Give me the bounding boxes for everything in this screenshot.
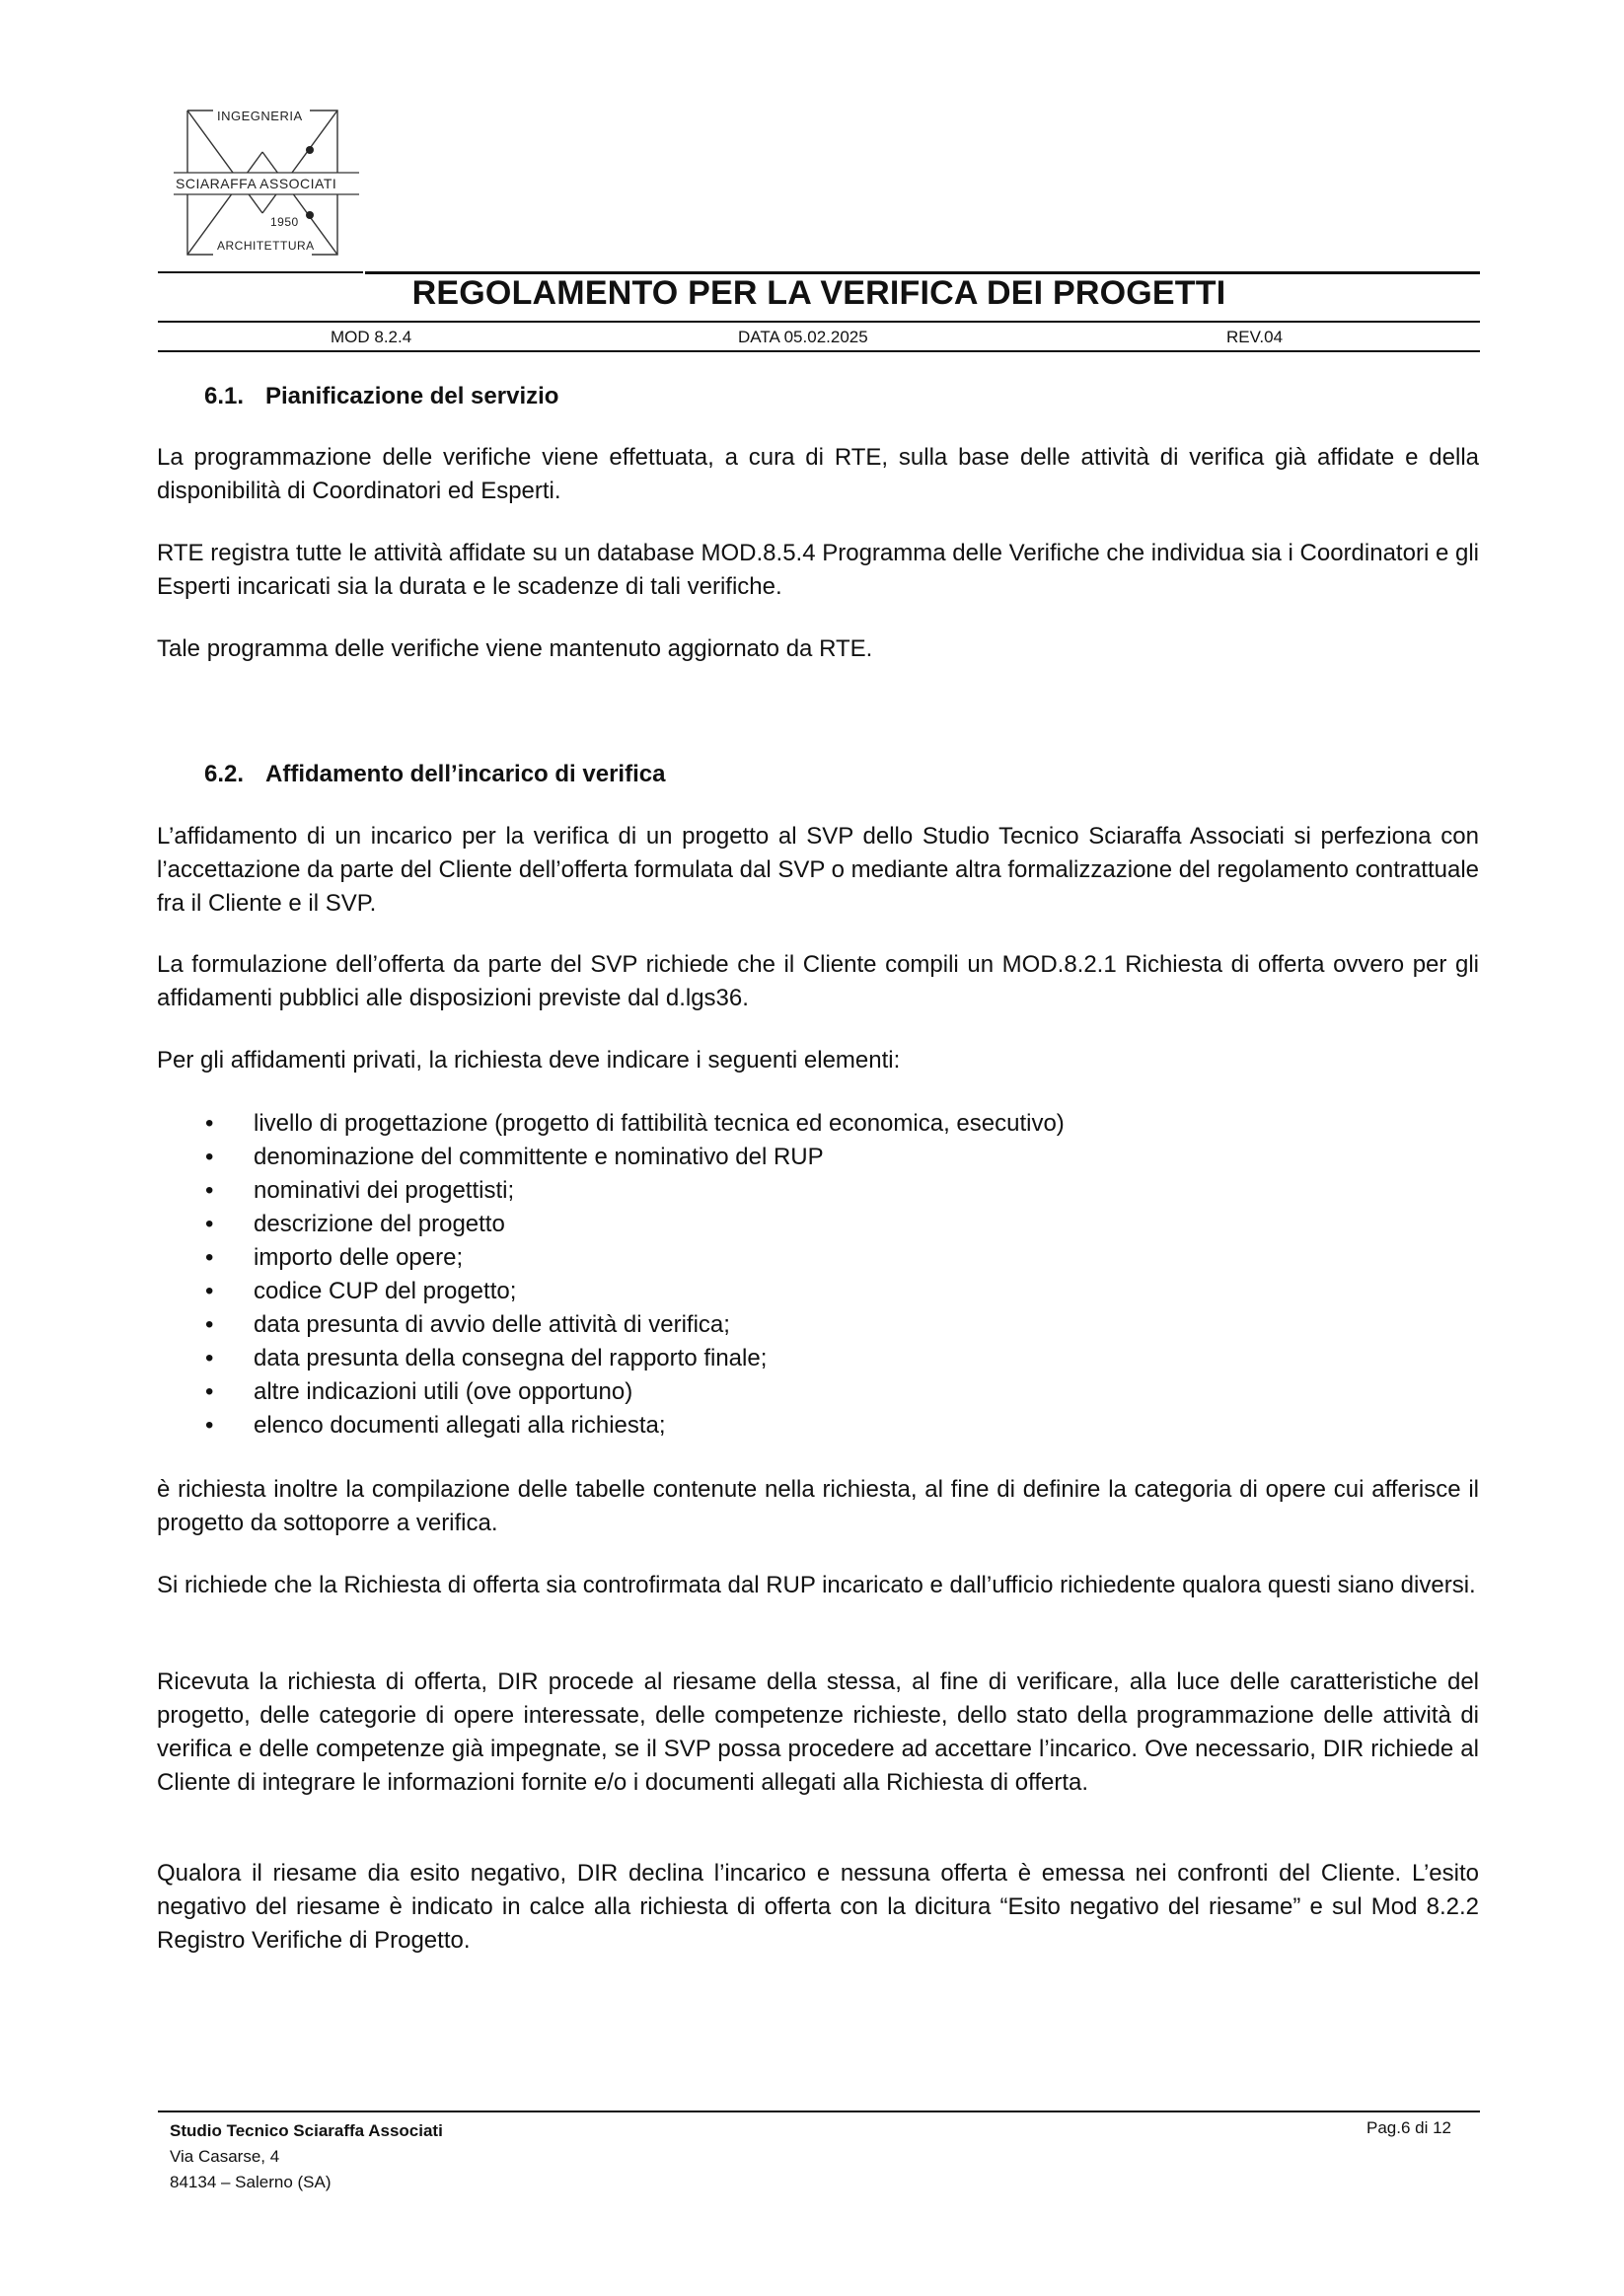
list-item: • denominazione del committente e nominativo del RUP <box>157 1141 1065 1174</box>
section-title: Pianificazione del servizio <box>265 383 559 409</box>
footer-city: 84134 – Salerno (SA) <box>170 2173 332 2191</box>
list-item: • importo delle opere; <box>157 1241 1065 1275</box>
list-item: • data presunta della consegna del rapporto finale; <box>157 1342 1065 1375</box>
paragraph: L’affidamento di un incarico per la verifica di un progetto al SVP dello Studio Tecnico Sciaraffa Associati si perfeziona con l’accettazione da parte del Cliente dell’offerta formulata dal SVP o mediante altra formalizzazione del regolamento contrattuale fra il Cliente e il SVP. <box>157 823 1479 917</box>
document-title: REGOLAMENTO PER LA VERIFICA DEI PROGETTI <box>411 274 1226 312</box>
document-date: DATA 05.02.2025 <box>738 328 868 346</box>
list-item: • livello di progettazione (progetto di fattibilità tecnica ed economica, esecutivo) <box>157 1107 1065 1141</box>
revision: REV.04 <box>1226 328 1284 346</box>
logo-top-text: INGEGNERIA <box>217 109 303 123</box>
paragraph: La programmazione delle verifiche viene effettuata, a cura di RTE, sulla base delle attività di verifica già affidate e della disponibilità di Coordinatori ed Esperti. <box>157 444 1479 504</box>
paragraph: Si richiede che la Richiesta di offerta sia controfirmata dal RUP incaricato e dall’ufficio richiedente qualora questi siano diversi. <box>157 1572 1476 1598</box>
footer-address <box>170 2118 443 2195</box>
list-item: • elenco documenti allegati alla richiesta; <box>157 1409 1065 1443</box>
section-number: 6.2. <box>204 761 245 787</box>
mod-code: MOD 8.2.4 <box>331 328 412 346</box>
footer-company: Studio Tecnico Sciaraffa Associati <box>170 2121 443 2140</box>
section-number: 6.1. <box>204 383 245 409</box>
paragraph: è richiesta inoltre la compilazione delle tabelle contenute nella richiesta, al fine di definire la categoria di opere cui afferisce il progetto da sottoporre a verifica. <box>157 1476 1479 1536</box>
section-heading-6-1 <box>204 383 558 410</box>
section-title: Affidamento dell’incarico di verifica <box>265 761 666 787</box>
footer-rule <box>158 2111 1480 2112</box>
paragraph: Ricevuta la richiesta di offerta, DIR procede al riesame della stessa, al fine di verificare, alla luce delle caratteristiche del progetto, delle categorie di opere interessate, delle competenze richieste, dello stato della programmazione delle attività di verifica e delle competenze già impegnate, se il SVP possa procedere ad accettare l’incarico. Ove necessario, DIR richiede al Cliente di integrare le informazioni fornite e/o i documenti allegati alla Richiesta di offerta. <box>157 1668 1479 1796</box>
list-item: • altre indicazioni utili (ove opportuno) <box>157 1375 1065 1409</box>
paragraph: RTE registra tutte le attività affidate su un database MOD.8.5.4 Programma delle Verifiche che individua sia i Coordinatori e gli Esperti incaricati sia la durata e le scadenze di tali verifiche. <box>157 540 1479 600</box>
list-item: • nominativi dei progettisti; <box>157 1174 1065 1208</box>
paragraph: La formulazione dell’offerta da parte del SVP richiede che il Cliente compili un MOD.8.2.1 Richiesta di offerta ovvero per gli affidamenti pubblici alle disposizioni previste dal d.lgs36. <box>157 951 1479 1011</box>
page-number: Pag.6 di 12 <box>1366 2118 1452 2137</box>
list-item: • data presunta di avvio delle attività di verifica; <box>157 1308 1065 1342</box>
footer-street: Via Casarse, 4 <box>170 2147 280 2166</box>
paragraph: Tale programma delle verifiche viene mantenuto aggiornato da RTE. <box>157 635 873 662</box>
section-heading-6-2 <box>204 761 665 788</box>
paragraph: Qualora il riesame dia esito negativo, DIR declina l’incarico e nessuna offerta è emessa nei confronti del Cliente. L’esito negativo del riesame è indicato in calce alla richiesta di offerta con la dicitura “Esito negativo del riesame” e sul Mod 8.2.2 Registro Verifiche di Progetto. <box>157 1860 1479 1954</box>
document-body <box>157 0 1479 2072</box>
logo-middle-text: SCIARAFFA ASSOCIATI <box>176 176 337 191</box>
logo-year: 1950 <box>270 215 299 229</box>
list-item: • codice CUP del progetto; <box>157 1275 1065 1308</box>
paragraph: Per gli affidamenti privati, la richiesta deve indicare i seguenti elementi: <box>157 1047 901 1074</box>
logo-bottom-text: ARCHITETTURA <box>217 239 315 253</box>
list-item: • descrizione del progetto <box>157 1208 1065 1241</box>
requirements-list <box>157 1107 1065 1443</box>
